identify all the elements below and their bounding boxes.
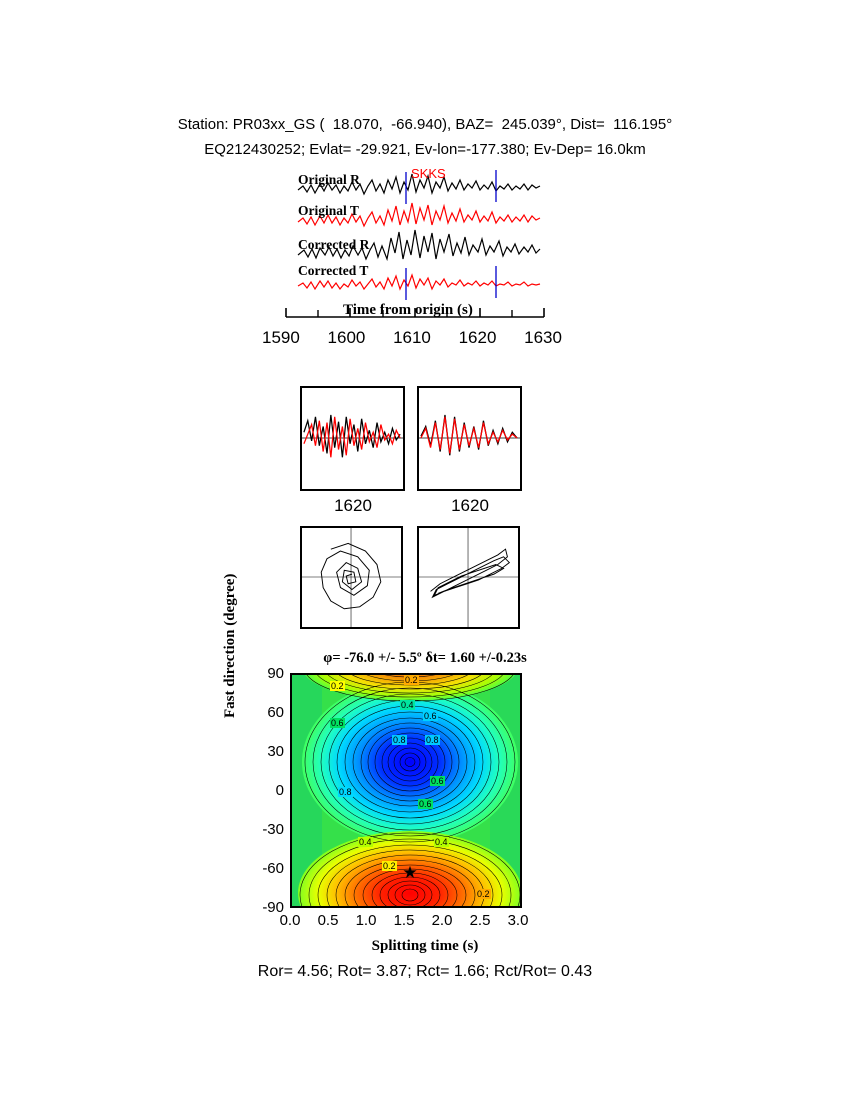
zoom-panel-uncorrected — [300, 386, 405, 491]
contour-ylabel: Fast direction (degree) — [222, 573, 238, 718]
waveform-label-original-r: Original R — [298, 172, 360, 187]
contour-label-7: 0.8 — [339, 787, 352, 797]
contour-label-8: 0.6 — [431, 776, 444, 786]
ytick-90: 90 — [267, 665, 284, 682]
contour-label-6: 0.8 — [426, 735, 439, 745]
xtick-0-0: 0.0 — [279, 912, 301, 929]
time-axis-title: Time from origin (s) — [343, 302, 473, 318]
contour-label-12: 0.2 — [383, 861, 396, 871]
skks-phase-label: SKKS — [411, 166, 446, 181]
contour-label-5: 0.8 — [393, 735, 406, 745]
contour-xlabel: Splitting time (s) — [371, 938, 479, 954]
xtick-1-0: 1.0 — [355, 912, 377, 929]
figure-header — [0, 112, 850, 162]
contour-label-11: 0.4 — [435, 837, 448, 847]
contour-title: φ= -76.0 +/- 5.5º δt= 1.60 +/-0.23s — [323, 650, 527, 666]
waveform-label-corrected-t: Corrected T — [298, 263, 369, 278]
contour-label-2: 0.4 — [401, 700, 414, 710]
ytick-60: 60 — [267, 704, 284, 721]
best-fit-star-marker: ★ — [402, 863, 418, 883]
contour-label-13: 0.2 — [477, 889, 490, 899]
contour-label-1: 0.2 — [405, 675, 418, 685]
xtick-2-0: 2.0 — [431, 912, 453, 929]
ytick-m60: -60 — [262, 860, 284, 877]
contour-label-9: 0.6 — [419, 799, 432, 809]
time-tick-1600: 1600 — [327, 328, 366, 347]
ytick-m30: -30 — [262, 821, 284, 838]
xtick-3-0: 3.0 — [507, 912, 529, 929]
ytick-m90: -90 — [262, 899, 284, 916]
zoom-panel-corrected — [417, 386, 522, 491]
ytick-30: 30 — [267, 743, 284, 760]
zoom-trace-black-right — [421, 415, 517, 455]
header-line-event: EQ212430252; Evlat= -29.921, Ev-lon=-177.380; Ev-Dep= 16.0km — [204, 141, 646, 158]
xtick-2-5: 2.5 — [469, 912, 491, 929]
contour-label-10: 0.4 — [359, 837, 372, 847]
figure-footer-stats: Ror= 4.56; Rot= 3.87; Rct= 1.66; Rct/Rot= 0.43 — [257, 963, 593, 980]
waveform-label-corrected-r: Corrected R — [298, 237, 370, 252]
contour-xticks — [250, 912, 570, 932]
xtick-0-5: 0.5 — [317, 912, 339, 929]
header-line-station: Station: PR03xx_GS ( 18.070, -66.940), BAZ= 245.039°, Dist= 116.195° — [177, 116, 673, 133]
time-tick-1610: 1610 — [393, 328, 431, 347]
particle-motion-corrected — [417, 526, 520, 629]
contour-label-3: 0.6 — [424, 711, 437, 721]
time-axis-ticklabels — [262, 328, 562, 348]
ytick-0: 0 — [275, 782, 284, 799]
time-tick-1590: 1590 — [262, 328, 300, 347]
waveform-label-original-t: Original T — [298, 203, 359, 218]
contour-plot — [290, 673, 522, 908]
contour-label-4: 0.6 — [331, 718, 344, 728]
contour-yticks — [240, 665, 284, 916]
zoom-right-xlabel: 1620 — [451, 496, 489, 515]
pm-trace-corrected — [431, 549, 510, 597]
xtick-1-5: 1.5 — [393, 912, 415, 929]
particle-motion-uncorrected — [300, 526, 403, 629]
contour-label-0: 0.2 — [331, 681, 344, 691]
time-tick-1620: 1620 — [458, 328, 497, 347]
zoom-left-xlabel: 1620 — [334, 496, 372, 515]
time-tick-1630: 1630 — [524, 328, 562, 347]
